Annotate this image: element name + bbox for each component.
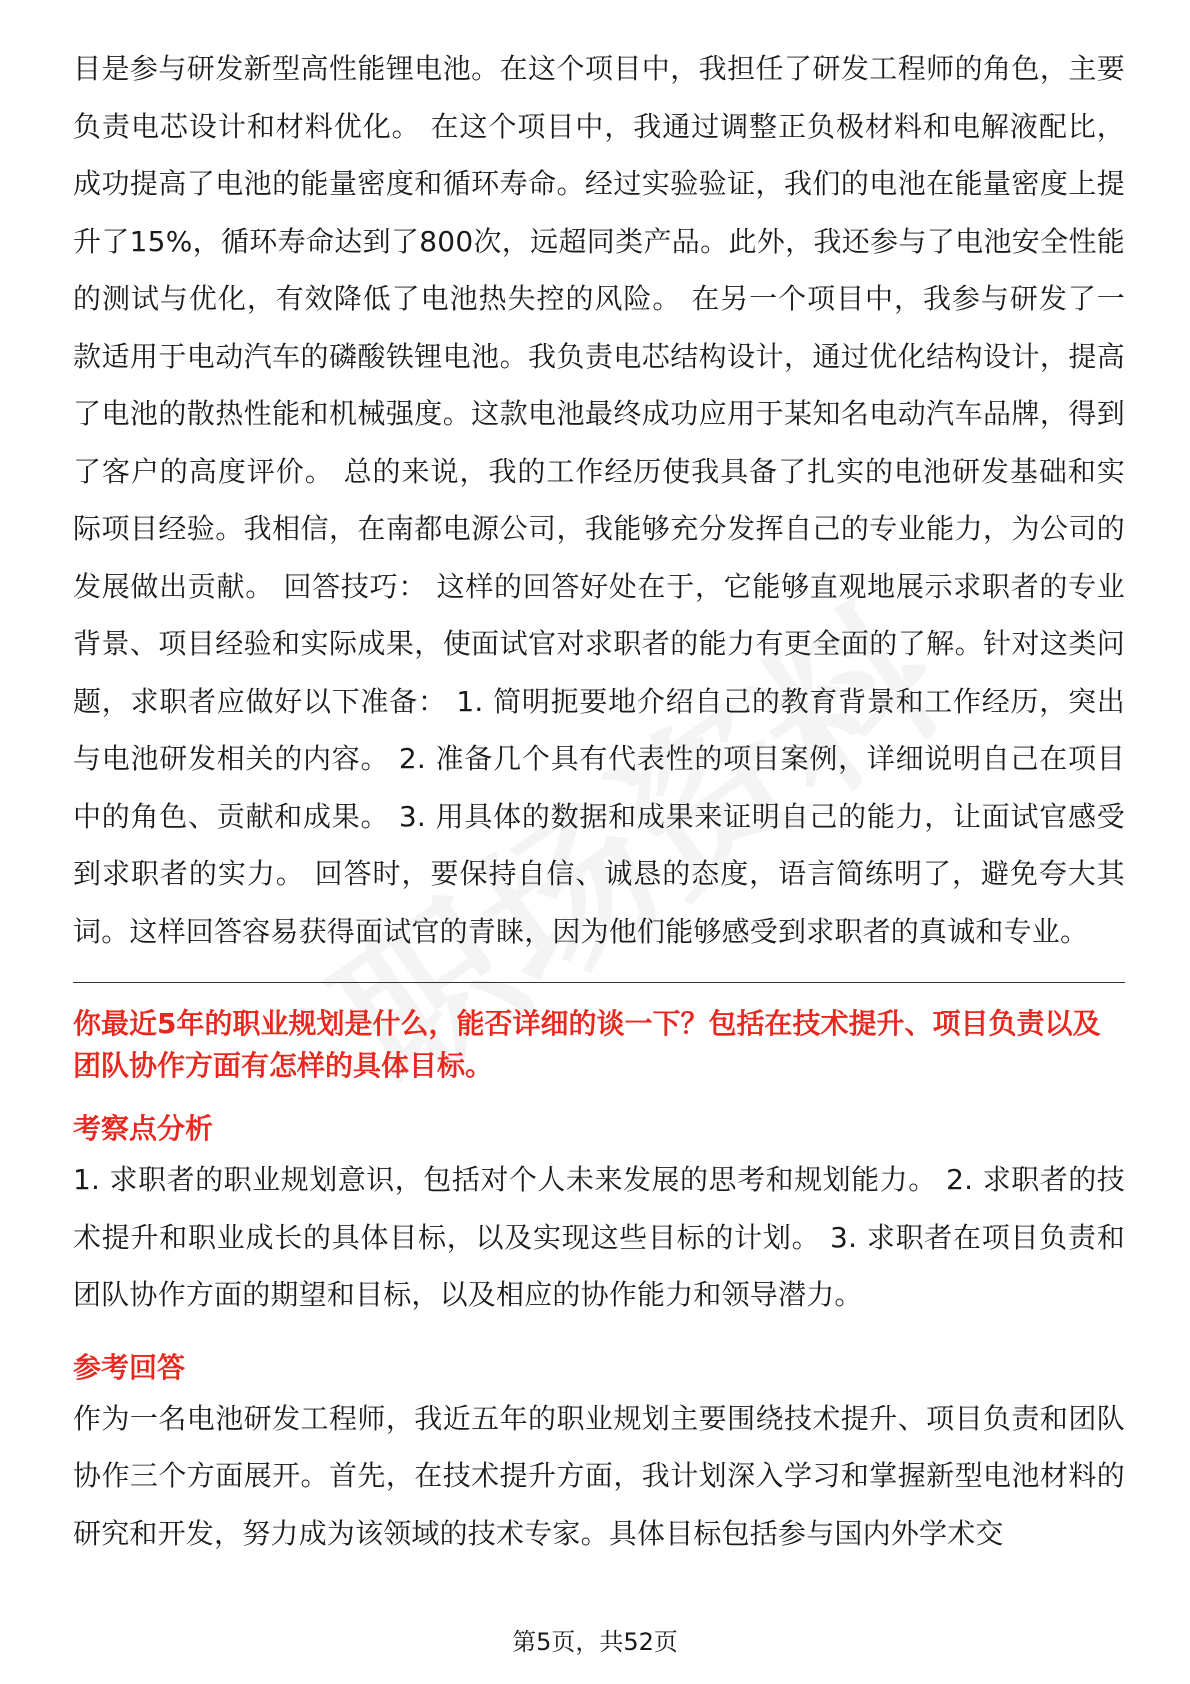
section-divider [73, 982, 1125, 983]
analysis-text: 1. 求职者的职业规划意识，包括对个人未来发展的思考和规划能力。 2. 求职者的技术提升和职业成长的具体目标，以及实现这些目标的计划。 3. 求职者在项目负责和团队协作方面的期望和目标，以及相应的协作能力和领导潜力。 [73, 1163, 1125, 1311]
body-paragraph: 目是参与研发新型高性能锂电池。在这个项目中，我担任了研发工程师的角色，主要负责电芯设计和材料优化。 在这个项目中，我通过调整正负极材料和电解液配比，成功提高了电池的能量密度和循环寿命。经过实验验证，我们的电池在能量密度上提升了15%，循环寿命达到了800次，远超同类产品。此外，我还参与了电池安全性能的测试与优化，有效降低了电池热失控的风险。 在另一个项目中，我参与研发了一款适用于电动汽车的磷酸铁锂电池。我负责电芯结构设计，通过优化结构设计，提高了电池的散热性能和机械强度。这款电池最终成功应用于某知名电动汽车品牌，得到了客户的高度评价。 总的来说，我的工作经历使我具备了扎实的电池研发基础和实际项目经验。我相信，在南都电源公司，我能够充分发挥自己的专业能力，为公司的发展做出贡献。 回答技巧： 这样的回答好处在于，它能够直观地展示求职者的专业背景、项目经验和实际成果，使面试官对求职者的能力有更全面的了解。针对这类问题，求职者应做好以下准备： 1. 简明扼要地介绍自己的教育背景和工作经历，突出与电池研发相关的内容。 2. 准备几个具有代表性的项目案例，详细说明自己在项目中的角色、贡献和成果。 3. 用具体的数据和成果来证明自己的能力，让面试官感受到求职者的实力。 回答时，要保持自信、诚恳的态度，语言简练明了，避免夸大其词。这样回答容易获得面试官的青睐，因为他们能够感受到求职者的真诚和专业。 [73, 52, 1125, 948]
answer-text: 作为一名电池研发工程师，我近五年的职业规划主要围绕技术提升、项目负责和团队协作三个方面展开。首先，在技术提升方面，我计划深入学习和掌握新型电池材料的研究和开发，努力成为该领域的技术专家。具体目标包括参与国内外学术交 [73, 1401, 1125, 1550]
analysis-heading: 考察点分析 [73, 1112, 214, 1145]
answer-heading: 参考回答 [73, 1350, 186, 1384]
interview-question: 你最近5年的职业规划是什么，能否详细的谈一下？包括在技术提升、项目负责以及团队协作方面有怎样的具体目标。 [73, 1007, 1101, 1082]
page-content [73, 40, 1125, 1562]
page-number: 第5页，共52页 [512, 1628, 678, 1656]
